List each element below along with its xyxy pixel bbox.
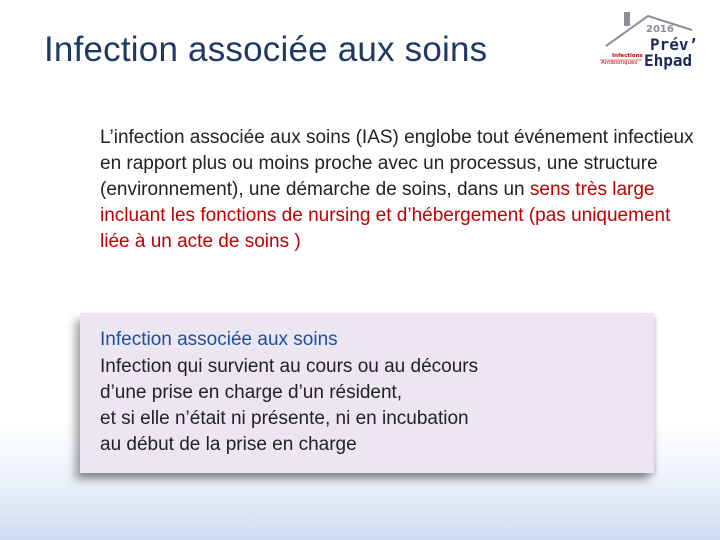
definition-line: d’une prise en charge d’un résident, — [100, 382, 403, 403]
logo-year: 2016 — [646, 24, 674, 35]
definition-line: et si elle n’était ni présente, ni en incubation — [100, 408, 469, 429]
definition-title: Infection associée aux soins — [100, 329, 338, 350]
logo-brand-bottom: Ehpad — [644, 51, 693, 70]
logo-small-line2: Antibiotiques — [601, 60, 638, 66]
definition-line: au début de la prise en charge — [100, 434, 357, 455]
definition-box — [80, 313, 654, 473]
definition-line: Infection qui survient au cours ou au décours — [100, 356, 479, 377]
logo-brand-top: Prév’ — [650, 35, 699, 54]
intro-highlight: sens très large incluant les fonctions de nursing et d’hébergement (pas uniquement liée à un acte de soins ) — [100, 179, 671, 252]
logo-small-line1: Infections — [612, 53, 643, 59]
intro-text: L’infection associée aux soins (IAS) englobe tout événement infectieux en rapport plus ou moins proche avec un processus, une structure (environnement), une démarche de soins, dans un — [100, 127, 694, 200]
intro-paragraph — [100, 125, 700, 255]
prev-ehpad-logo — [598, 8, 714, 74]
slide-title: Infection associée aux soins — [44, 30, 488, 69]
